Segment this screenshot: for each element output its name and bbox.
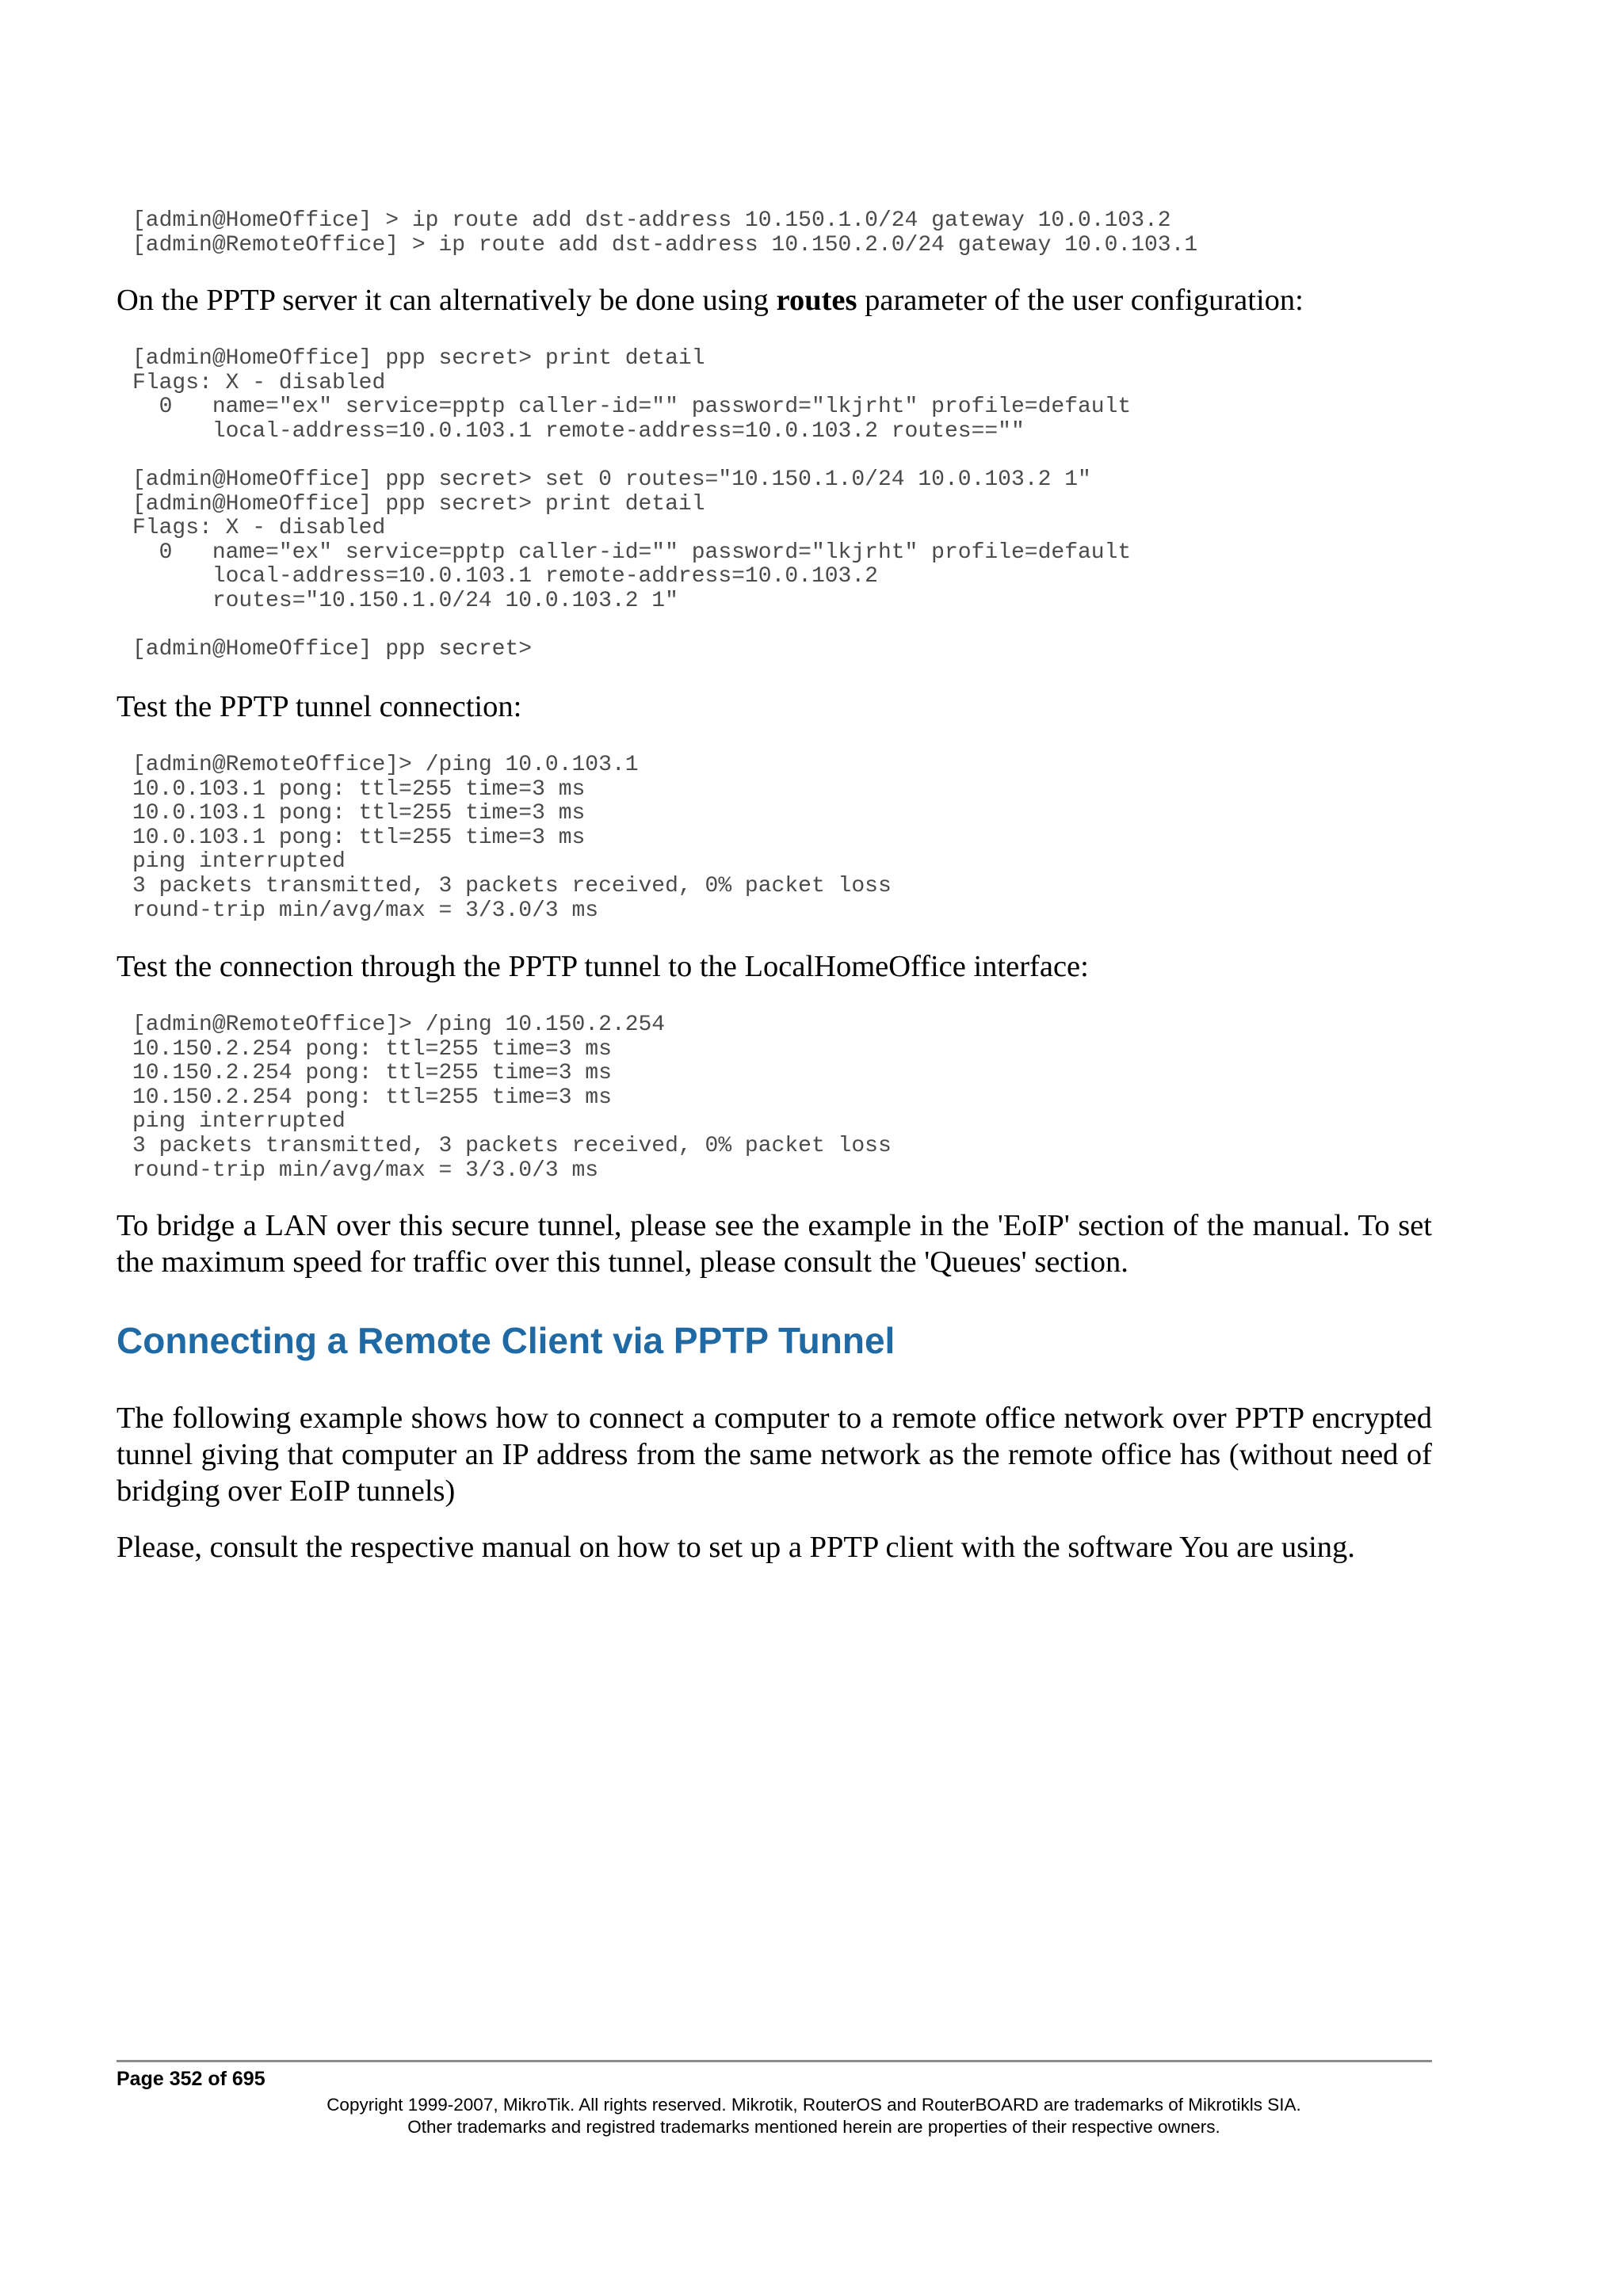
section-title: Connecting a Remote Client via PPTP Tunnel: [116, 1320, 896, 1361]
code-ping-tunnel: [admin@RemoteOffice]> /ping 10.0.103.1 10.0.103.1 pong: ttl=255 time=3 ms 10.0.103.1 pong: ttl=255 time=3 ms 10.0.103.1 pong: ttl=255 time=3 ms ping interrupted 3 packets transmitted, 3 packets received, 0% packet loss round-trip min/avg/max = 3/3.0/3 ms: [132, 753, 892, 923]
para-routes-bold: routes: [776, 284, 857, 317]
para-bridge: To bridge a LAN over this secure tunnel, please see the example in the 'EoIP' section of the manual. To set the maximum speed for traffic over this tunnel, please consult the 'Queues' section.: [116, 1209, 1432, 1279]
code-ppp-secret: [admin@HomeOffice] ppp secret> print detail Flags: X - disabled 0 name="ex" service=pptp caller-id="" password="lkjrht" profile=default local-address=10.0.103.1 remote-address=10.0.103.2 routes=="" [admin@HomeOffice] ppp secret> set 0 routes="10.150.1.0/24 10.0.103.2 1" [admin@HomeOffice] ppp secret> print detail Flags: X - disabled 0 name="ex" service=pptp caller-id="" password="lkjrht" profile=default local-address=10.0.103.1 remote-address=10.0.103.2 routes="10.150.1.0/24 10.0.103.2 1" [admin@HomeOffice] ppp secret>: [132, 346, 1132, 662]
code-route-add: [admin@HomeOffice] > ip route add dst-address 10.150.1.0/24 gateway 10.0.103.2 [admin@RemoteOffice] > ip route add dst-address 10.150.2.0/24 gateway 10.0.103.1: [132, 208, 1198, 257]
para-routes-after: parameter of the user configuration:: [857, 284, 1304, 317]
footer-copyright-line1: Copyright 1999-2007, MikroTik. All rights reserved. Mikrotik, RouterOS and RouterBOARD are trademarks of Mikrotikls SIA.: [327, 2095, 1301, 2115]
footer-page-number: Page 352 of 695: [116, 2068, 265, 2090]
footer-copyright-line2: Other trademarks and registred trademarks mentioned herein are properties of their respective owners.: [407, 2117, 1220, 2137]
para-consult: Please, consult the respective manual on how to set up a PPTP client with the software You are using.: [116, 1531, 1355, 1564]
para-following: The following example shows how to connect a computer to a remote office network over PPTP encrypted tunnel giving that computer an IP address from the same network as the remote office has (without need of bridging over EoIP tunnels): [116, 1402, 1432, 1508]
para-routes: [116, 282, 1432, 318]
footer-divider: [116, 2060, 1432, 2062]
para-routes-before: On the PPTP server it can alternatively be done using: [116, 284, 777, 317]
code-ping-local: [admin@RemoteOffice]> /ping 10.150.2.254 10.150.2.254 pong: ttl=255 time=3 ms 10.150.2.254 pong: ttl=255 time=3 ms 10.150.2.254 pong: ttl=255 time=3 ms ping interrupted 3 packets transmitted, 3 packets received, 0% packet loss round-trip min/avg/max = 3/3.0/3 ms: [132, 1013, 892, 1183]
para-test-tunnel: Test the PPTP tunnel connection:: [116, 690, 522, 723]
para-test-local: Test the connection through the PPTP tunnel to the LocalHomeOffice interface:: [116, 950, 1089, 983]
